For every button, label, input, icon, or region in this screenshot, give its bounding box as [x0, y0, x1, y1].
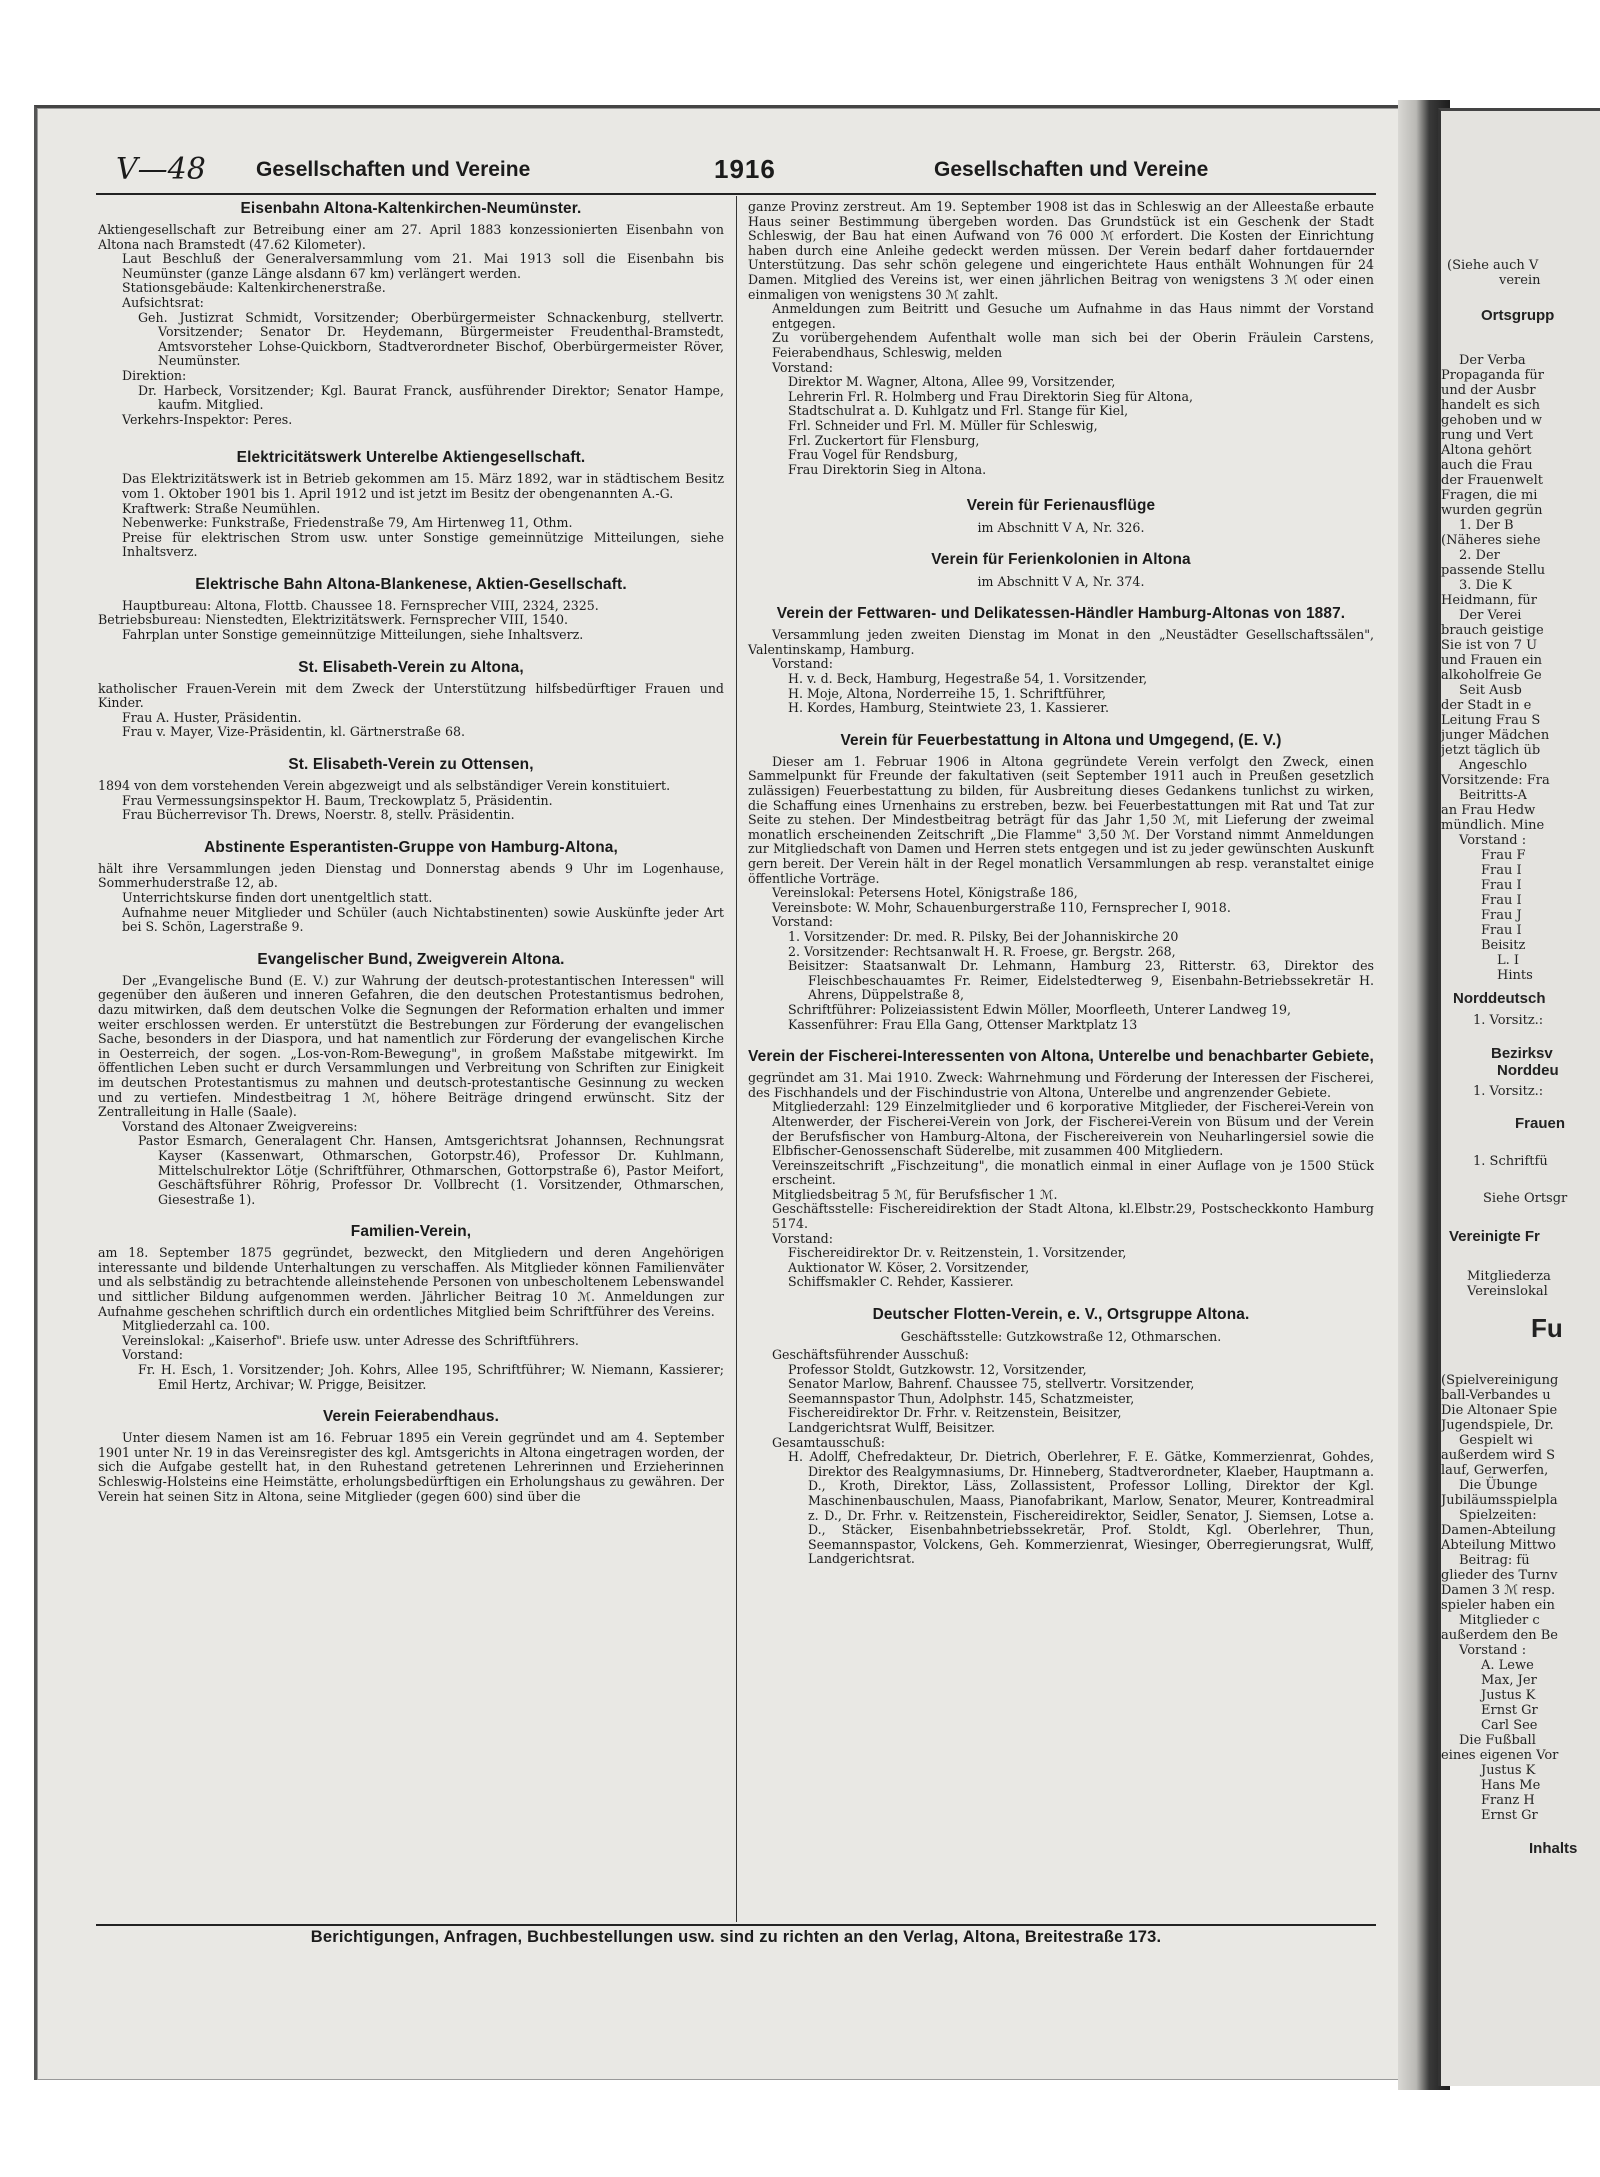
entry-fischerei-interessenten — [748, 1048, 1374, 1290]
fragment: brauch geistige — [1441, 623, 1544, 638]
fragment: Beitrag: fü — [1459, 1553, 1530, 1568]
fragment: 3. Die K — [1459, 578, 1512, 593]
text-line: H. Kordes, Hamburg, Steintwiete 23, 1. Kassierer. — [788, 700, 1109, 716]
fragment: Frau I — [1481, 893, 1522, 908]
text-line: Kassenführer: Frau Ella Gang, Ottenser Marktplatz 13 — [788, 1016, 1138, 1032]
text-line: Seemannspastor Thun, Adolphstr. 145, Schatzmeister, — [788, 1390, 1135, 1406]
fragment: 2. Der — [1459, 548, 1500, 563]
fragment: junger Mädchen — [1441, 728, 1550, 743]
entry-heading: Verein für Ferienkolonien in Altona — [931, 551, 1191, 569]
text-line: Schriftführer: Polizeiassistent Edwin Möller, Moorfleeth, Unterer Landweg 19, — [788, 1001, 1291, 1017]
text-line: Pastor Esmarch, Generalagent Chr. Hansen, Amtsgerichtsrat Johannsen, Rechnungsrat Kayser (Kassenwart, Othmarschen, Gotorpstr.46), Professor Dr. Kuhlmann, Mittelschulrektor Lötje (Schriftführer, Othmarschen, Gottorpstraße 6), Pastor Meifort, Geschäftsführer Röhrig, Professor Dr. Vollbrecht (1. Vorsitzender, Othmarschen, Giesestraße 1). — [138, 1133, 724, 1207]
text-line: H. v. d. Beck, Hamburg, Hegestraße 54, 1. Vorsitzender, — [788, 671, 1148, 687]
fragment-heading: Ortsgrupp — [1481, 307, 1555, 324]
fragment: Mitgliederza — [1467, 1269, 1551, 1284]
text-line: Mitgliederzahl ca. 100. — [122, 1318, 270, 1334]
fragment: rung und Vert — [1441, 428, 1533, 443]
text-line: Geschäftsstelle: Fischereidirektion der Stadt Altona, kl.Elbstr.29, Postscheckkonto Hamburg 5174. — [772, 1201, 1374, 1232]
fragment: Propaganda für — [1441, 368, 1544, 383]
fragment: Damen-Abteilung — [1441, 1523, 1556, 1538]
fragment: Vereinslokal — [1467, 1284, 1548, 1299]
fragment: (Näheres siehe — [1441, 533, 1541, 548]
fragment: Justus K — [1481, 1688, 1536, 1703]
text-line: 1894 von dem vorstehenden Verein abgezweigt und als selbständiger Verein konstituiert. — [98, 778, 671, 794]
next-page-edge — [1438, 108, 1600, 2086]
fragment: Jubiläumsspielpla — [1441, 1493, 1558, 1508]
entry-flotten-verein — [748, 1306, 1374, 1567]
text-line: Senator Marlow, Bahrenf. Chaussee 75, stellvertr. Vorsitzender, — [788, 1376, 1195, 1392]
text-line: Professor Stoldt, Gutzkowstr. 12, Vorsitzender, — [788, 1361, 1087, 1377]
text-line: Frau v. Mayer, Vize-Präsidentin, kl. Gärtnerstraße 68. — [122, 724, 466, 740]
text-line: Vereinsbote: W. Mohr, Schauenburgerstraße 110, Fernsprecher I, 9018. — [772, 899, 1231, 915]
text-line: Vorstand: — [772, 359, 833, 375]
text-line: Lehrerin Frl. R. Holmberg und Frau Direktorin Sieg für Altona, — [788, 388, 1194, 404]
text-line: Nebenwerke: Funkstraße, Friedenstraße 79, Am Hirtenweg 11, Othm. — [122, 515, 573, 531]
entry-st-elisabeth-ottensen — [98, 756, 724, 823]
fragment: 1. Der B — [1459, 518, 1514, 533]
fragment: eines eigenen Vor — [1441, 1748, 1559, 1763]
entry-eisenbahn — [98, 200, 724, 427]
text-line: gegründet am 31. Mai 1910. Zweck: Wahrnehmung und Förderung der Interessen der Fischerei, des Fischhandels und der Fischindustrie von Altona, Unterelbe und angrenzender Gebiete. — [748, 1070, 1374, 1100]
entry-esperantisten — [98, 839, 724, 935]
text-line: Beisitzer: Staatsanwalt Dr. Lehmann, Hamburg 23, Ritterstr. 63, Direktor des Fleischbeschauamtes Fr. Reimer, Eidelstedterweg 9, Eisenbahn-Betriebssekretär H. Ahrens, Düppelstraße 8, — [788, 958, 1374, 1003]
fragment: mündlich. Mine — [1441, 818, 1545, 833]
fragment: Max, Jer — [1481, 1673, 1537, 1688]
text-line: Fischereidirektor Dr. Frhr. v. Reitzenstein, Beisitzer, — [788, 1405, 1122, 1421]
fragment: Beisitz — [1481, 938, 1526, 953]
text-line: Frau A. Huster, Präsidentin. — [122, 709, 302, 725]
fragment: 1. Schriftfü — [1473, 1154, 1548, 1169]
text-line: katholischer Frauen-Verein mit dem Zweck der Unterstützung hilfsbedürftiger Frauen und Kinder. — [98, 680, 724, 711]
entry-elektrische-bahn — [98, 576, 724, 643]
fragment-heading: Norddeutsch — [1453, 990, 1546, 1007]
text-line: Geschäftsführender Ausschuß: — [772, 1347, 969, 1363]
fragment: Siehe Ortsgr — [1483, 1191, 1568, 1206]
text-line: Geschäftsstelle: Gutzkowstraße 12, Othmarschen. — [900, 1329, 1222, 1345]
fragment: Spielzeiten: — [1459, 1508, 1537, 1523]
text-line: hält ihre Versammlungen jeden Dienstag und Donnerstag abends 9 Uhr im Logenhause, Sommerhuderstraße 12, ab. — [98, 860, 724, 891]
fragment: Gespielt wi — [1459, 1433, 1533, 1448]
entry-familien-verein — [98, 1223, 724, 1392]
fragment: Hans Me — [1481, 1778, 1541, 1793]
text-line: Vorstand: — [772, 656, 833, 672]
fragment: Der Verei — [1459, 608, 1522, 623]
fragment: alkoholfreie Ge — [1441, 668, 1542, 683]
fragment: glieder des Turnv — [1441, 1568, 1558, 1583]
text-line: Der „Evangelische Bund (E. V.) zur Wahrung der deutsch-protestantischen Interessen" will gegenüber den äußeren und inneren Gefahren, die den deutschen Protestantismus bedrohen, dazu mitwirken, daß dem deutschen Volke die Segnungen der Reformation erhalten und immer weiter erschlossen werden. Er unterstützt die Bestrebungen zur Förderung der evangelischen Sache, besonders in der Diaspora, und hat namentlich zur Förderung der evangelischen Kirche in Oesterreich, der sogen. „Los-von-Rom-Bewegung", in großem Maßstabe mitgewirkt. Im öffentlichen Leben sucht er durch Versammlungen und Verbreitung von Schriften zur Einigkeit im deutschen Protestantismus zu mahnen und deutsch-protestantische Gesinnung zu wecken und zu vertiefen. Mindestbeitrag 1 ℳ, höhere Beiträge dringend erwünscht. Sitz der Zentralleitung in Halle (Saale). — [98, 972, 724, 1120]
text-line: Dieser am 1. Februar 1906 in Altona gegründete Verein verfolgt den Zweck, einen Sammelpunkt für Freunde der fakultativen (seit September 1911 auch in Preußen gesetzlich zulässigen) Feuerbestattung zu bilden, für Ausbreitung dieses Gedankens tunlichst zu wirken, die Schaffung eines Urnenhains zu erstreben, bezw. bei Feuerbestattungen mit Rat und Tat zur Seite zu stehen. Der Mindestbeitrag beträgt für das Jahr 1,50 ℳ, mit Lieferung der zweimal monatlich erscheinenden Zeitschrift „Die Flamme" 3,50 ℳ. Der Vorstand nimmt Anmeldungen zur Mitgliedschaft von Damen und Herren stets entgegen und ist zu jeder gewünschten Auskunft gern bereit. Der Verein hält in der Regel monatlich Versammlungen ab resp. veranstaltet einige öffentliche Vorträge. — [748, 753, 1374, 886]
fragment: Seit Ausb — [1459, 683, 1522, 698]
fragment: Die Fußball — [1459, 1733, 1536, 1748]
entry-feierabendhaus-continued — [748, 200, 1374, 477]
text-line: Frau Bücherrevisor Th. Drews, Noerstr. 8, stellv. Präsidentin. — [122, 807, 515, 823]
page-header — [116, 150, 1236, 190]
page-year: 1916 — [714, 154, 776, 184]
fragment: 1. Vorsitz.: — [1473, 1084, 1544, 1099]
publisher-notice: Berichtigungen, Anfragen, Buchbestellungen usw. sind zu richten an den Verlag, Altona, Breitestraße 173. — [310, 1928, 1162, 1946]
left-column — [98, 200, 724, 1520]
entry-st-elisabeth-altona — [98, 659, 724, 740]
entry-feierabendhaus — [98, 1408, 724, 1504]
text-line: Geh. Justizrat Schmidt, Vorsitzender; Oberbürgermeister Schnackenburg, stellvertr. Vorsitzender; Senator Dr. Heydemann, Bürgermeister Freudenthal-Bramstedt, Amtsvorsteher Lohse-Quickborn, Stadtverordneter Bischof, Oberbürgermeister Röver, Neumünster. — [138, 309, 724, 369]
text-line: Anmeldungen zum Beitritt und Gesuche um Aufnahme in das Haus nimmt der Vorstand entgegen. — [772, 301, 1374, 331]
text-line: Vorstand des Altonaer Zweigvereins: — [122, 1118, 358, 1134]
text-line: Fahrplan unter Sonstige gemeinnützige Mitteilungen, siehe Inhaltsverz. — [122, 627, 584, 643]
page-number: V—48 — [116, 152, 206, 187]
fragment: der Frauenwelt — [1441, 473, 1543, 488]
entry-heading: Eisenbahn Altona-Kaltenkirchen-Neumünster. — [240, 200, 582, 217]
fragment: Die Altonaer Spie — [1441, 1403, 1558, 1418]
fragment: Frau F — [1481, 848, 1526, 863]
fragment-heading: Bezirksv — [1491, 1045, 1553, 1062]
text-line: Direktor M. Wagner, Altona, Allee 99, Vorsitzender, — [788, 374, 1116, 390]
text-line: Gesamtausschuß: — [772, 1434, 885, 1450]
fragment: Ernst Gr — [1481, 1808, 1538, 1823]
text-line: Fischereidirektor Dr. v. Reitzenstein, 1. Vorsitzender, — [788, 1245, 1127, 1261]
fragment: Fragen, die mi — [1441, 488, 1538, 503]
fragment: spieler haben ein — [1441, 1598, 1555, 1613]
fragment: Leitung Frau S — [1441, 713, 1541, 728]
entry-heading: Verein Feierabendhaus. — [322, 1408, 500, 1426]
fragment-heading: Inhalts — [1529, 1840, 1578, 1857]
fragment: lauf, Gerwerfen, — [1441, 1463, 1549, 1478]
entry-ferienkolonien — [748, 551, 1374, 589]
fragment: und der Ausbr — [1441, 383, 1536, 398]
fragment: auch die Frau — [1441, 458, 1533, 473]
entry-heading: Verein der Fettwaren- und Delikatessen-Händler Hamburg-Altonas von 1887. — [776, 605, 1346, 623]
text-line: am 18. September 1875 gegründet, bezweckt, den Mitgliedern und deren Angehörigen interessante und bildende Unterhaltungen zu verschaffen. Als Mitglieder können Familienväter und als selbständig zu betrachtende alleinstehende Personen von unbescholtenem Lebenswandel und sittlicher Bildung aufgenommen werden. Jährlicher Beitrag 10 ℳ. Anmeldungen zur Aufnahme geschehen schriftlich durch ein ordentliches Mitglied beim Schriftführer des Vereins. — [98, 1245, 724, 1319]
text-line: 2. Vorsitzender: Rechtsanwalt H. R. Froese, gr. Bergstr. 268, — [788, 943, 1176, 959]
fragment-heading: Frauen — [1515, 1115, 1566, 1132]
text-line: Direktion: — [122, 367, 187, 383]
fragment: jetzt täglich üb — [1441, 743, 1541, 758]
text-line: H. Moje, Altona, Norderreihe 15, 1. Schriftführer, — [788, 685, 1107, 701]
entry-heading: Familien-Verein, — [350, 1223, 472, 1241]
text-line: Vorstand: — [772, 1230, 833, 1246]
text-line: Stationsgebäude: Kaltenkirchenerstraße. — [122, 280, 386, 296]
header-rule — [96, 193, 1376, 195]
fragment: handelt es sich — [1441, 398, 1541, 413]
fragment-heading: Norddeu — [1497, 1062, 1559, 1079]
running-title-right: Gesellschaften und Vereine — [934, 158, 1209, 181]
text-line: Hauptbureau: Altona, Flottb. Chaussee 18. Fernsprecher VIII, 2324, 2325. — [122, 597, 599, 613]
fragment: Frau I — [1481, 863, 1522, 878]
entry-heading: St. Elisabeth-Verein zu Ottensen, — [288, 756, 534, 774]
text-line: Preise für elektrischen Strom usw. unter Sonstige gemeinnützige Mitteilungen, siehe Inhaltsverz. — [122, 529, 724, 560]
fragment: Hints — [1497, 968, 1533, 983]
fragment: außerdem wird S — [1441, 1448, 1556, 1463]
fragment: verein — [1499, 273, 1541, 288]
entry-feuerbestattung — [748, 732, 1374, 1032]
entry-heading: St. Elisabeth-Verein zu Altona, — [298, 658, 524, 676]
entry-heading: Elektrische Bahn Altona-Blankenese, Aktien-Gesellschaft. — [195, 575, 627, 593]
text-line: Auktionator W. Köser, 2. Vorsitzender, — [788, 1259, 1030, 1275]
text-line: Frl. Schneider und Frl. M. Müller für Schleswig, — [788, 417, 1098, 433]
fragment: Vorsitzende: Fra — [1441, 773, 1550, 788]
fragment: (Siehe auch V — [1447, 258, 1539, 273]
fragment: Heidmann, für — [1441, 593, 1537, 608]
text-line: Unterrichtskurse finden dort unentgeltlich statt. — [122, 890, 433, 905]
text-line: Unter diesem Namen ist am 16. Februar 1895 ein Verein gegründet und am 4. September 1901 unter Nr. 19 in das Vereinsregister des kgl. Amtsgerichts in Altona eingetragen worden, der sich die Aufgabe gestellt hat, in den Ruhestand getretenen Lehrerinnen und Erzieherinnen Schleswig-Holsteins eine Heimstätte, erholungsbedürftigen ein Erholungshaus zu gewähren. Der Verein hat seinen Sitz in Altona, seine Mitglieder (gegen 600) sind über die — [98, 1430, 724, 1504]
fragment: Frau I — [1481, 878, 1522, 893]
fragment: (Spielvereinigung — [1441, 1373, 1559, 1388]
text-line: Aufsichtsrat: — [122, 294, 204, 310]
entry-elektricitaetswerk — [98, 449, 724, 560]
text-line: Dr. Harbeck, Vorsitzender; Kgl. Baurat Franck, ausführender Direktor; Senator Hampe, kaufm. Mitglied. — [138, 382, 724, 413]
fragment: Sie ist von 7 U — [1441, 638, 1538, 653]
fragment: Ernst Gr — [1481, 1703, 1538, 1718]
footer-rule — [96, 1924, 1376, 1926]
fragment: Frau I — [1481, 923, 1522, 938]
text-line: H. Adolff, Chefredakteur, Dr. Dietrich, Oberlehrer, F. E. Gätke, Kommerzienrat, Gohdes, Direktor des Realgymnasiums, Dr. Hinneberg, Stadtverordneter, Klaeber, Hauptmann a. D., Kroth, Direktor, Läss, Zollassistent, Professor Lolling, Direktor der Kgl. Maschinenbauschulen, Maass, Pianofabrikant, Marlow, Senator, Meurer, Kontreadmiral z. D., Dr. Frhr. v. Reitzenstein, Fischereidirektor, Seidler, Senator, J. Siemsen, Lotse a. D., Stäcker, Eisenbahnbetriebssekretär, Prof. Stoldt, Kgl. Oberlehrer, Thun, Seemannspastor, Volckens, Geh. Kommerzienrat, Wiesinger, Oberregierungsrat, Wulff, Landgerichtsrat. — [788, 1449, 1374, 1567]
fragment: der Stadt in e — [1441, 698, 1532, 713]
text-line: Betriebsbureau: Nienstedten, Elektrizitätswerk. Fernsprecher VIII, 1540. — [98, 612, 568, 628]
text-line: Mitgliedsbeitrag 5 ℳ, für Berufsfischer 1 ℳ. — [772, 1186, 1058, 1202]
entry-fettwaren-haendler — [748, 605, 1374, 716]
fragment: passende Stellu — [1441, 563, 1546, 578]
entry-evangelischer-bund — [98, 951, 724, 1208]
text-line: Frau Vogel für Rendsburg, — [788, 447, 959, 463]
fragment: Angeschlo — [1459, 758, 1528, 773]
fragment: Vorstand : — [1459, 1643, 1527, 1658]
fragment: an Frau Hedw — [1441, 803, 1536, 818]
fragment: A. Lewe — [1481, 1658, 1534, 1673]
entry-heading: Verein der Fischerei-Interessenten von Altona, Unterelbe und benachbarter Gebiete, — [748, 1048, 1374, 1066]
text-line: Verkehrs-Inspektor: Peres. — [122, 411, 293, 427]
fragment: Carl See — [1481, 1718, 1538, 1733]
fragment: Vorstand : — [1459, 833, 1527, 848]
fragment: ball-Verbandes u — [1441, 1388, 1551, 1403]
fragment: gehoben und w — [1441, 413, 1543, 428]
entry-ferienausfluege — [748, 497, 1374, 535]
text-line: Fr. H. Esch, 1. Vorsitzender; Joh. Kohrs, Allee 195, Schriftführer; W. Niemann, Kassierer; Emil Hertz, Archivar; W. Prigge, Beisitzer. — [138, 1362, 724, 1392]
text-line: Mitgliederzahl: 129 Einzelmitglieder und 6 korporative Mitglieder, der Fischerei-Verein von Altenwerder, der Fischerei-Verein von Jork, der Fischerei-Verein von Büsum und der Verein der Berufsfischer von Hamburg-Altona, der Fischereiverein von Neuharlingersiel sowie die Elbfischer-Genossenschaft Süderelbe, mit zusammen 400 Mitgliedern. — [772, 1099, 1374, 1159]
text-line: Laut Beschluß der Generalversammlung vom 21. Mai 1913 soll die Eisenbahn bis Neumünster (ganze Länge alsdann 67 km) verlängert werden. — [122, 251, 724, 281]
text-line: Aufnahme neuer Mitglieder und Schüler (auch Nichtabstinenten) sowie Auskünfte jeder Art bei S. Schön, Lagerstraße 9. — [122, 904, 724, 935]
text-line: im Abschnitt V A, Nr. 374. — [977, 574, 1145, 590]
text-line: Kraftwerk: Straße Neumühlen. — [122, 500, 321, 516]
text-line: Vereinszeitschrift „Fischzeitung", die monatlich einmal in einer Auflage von je 1500 Stück erscheint. — [772, 1157, 1374, 1188]
fragment: außerdem den Be — [1441, 1628, 1558, 1643]
fragment: Franz H — [1481, 1793, 1535, 1808]
text-line: Schiffsmakler C. Rehder, Kassierer. — [788, 1274, 1014, 1290]
right-column — [748, 200, 1374, 1583]
text-line: ganze Provinz zerstreut. Am 19. September 1908 ist das in Schleswig an der Alleestaße erbaute Haus seiner Bestimmung übergeben worden. Das Grundstück ist ein Geschenk der Stadt Schleswig, der Bau hat einen Aufwand von 76 000 ℳ erfordert. Die Kosten der Einrichtung haben durch eine Anleihe gedeckt werden müssen. Der Verein bedarf daher fortdauernder Unterstützung. Das sehr schön gelegene und eingerichtete Haus enthält Wohnungen für 24 Damen. Mitglied des Vereins ist, wer einen jährlichen Beitrag von wenigstens 3 ℳ oder einen einmaligen von wenigstens 30 ℳ zahlt. — [748, 199, 1374, 302]
text-line: Frau Direktorin Sieg in Altona. — [788, 461, 987, 477]
fragment: L. I — [1497, 953, 1520, 968]
text-line: im Abschnitt V A, Nr. 326. — [977, 520, 1145, 536]
text-line: Frau Vermessungsinspektor H. Baum, Treckowplatz 5, Präsidentin. — [122, 792, 553, 808]
running-title-left: Gesellschaften und Vereine — [256, 158, 531, 181]
fragment-title: Fu — [1531, 1313, 1563, 1343]
text-line: Vorstand: — [772, 914, 833, 930]
entry-heading: Elektricitätswerk Unterelbe Aktiengesellschaft. — [236, 449, 586, 467]
fragment-heading: Vereinigte Fr — [1449, 1228, 1540, 1245]
text-line: Frl. Zuckertort für Flensburg, — [788, 432, 980, 448]
text-line: Vorstand: — [122, 1347, 183, 1363]
fragment: Frau J — [1481, 908, 1522, 923]
fragment: Die Übunge — [1459, 1478, 1538, 1493]
text-line: Vereinslokal: „Kaiserhof". Briefe usw. unter Adresse des Schriftführers. — [122, 1332, 579, 1348]
entry-heading: Verein für Feuerbestattung in Altona und Umgegend, (E. V.) — [840, 731, 1282, 749]
fragment: und Frauen ein — [1441, 653, 1542, 668]
fragment: Damen 3 ℳ resp. — [1441, 1583, 1556, 1598]
fragment: Beitritts-A — [1459, 788, 1527, 803]
column-rule — [736, 196, 737, 1922]
entry-heading: Abstinente Esperantisten-Gruppe von Hamburg-Altona, — [204, 838, 618, 856]
fragment: Abteilung Mittwo — [1441, 1538, 1557, 1553]
entry-heading: Evangelischer Bund, Zweigverein Altona. — [257, 950, 565, 968]
text-line: Stadtschulrat a. D. Kuhlgatz und Frl. Stange für Kiel, — [788, 403, 1129, 419]
text-line: Versammlung jeden zweiten Dienstag im Monat in den „Neustädter Gesellschaftssälen", Valentinskamp, Hamburg. — [748, 627, 1374, 657]
text-line: Zu vorübergehendem Aufenthalt wolle man sich bei der Oberin Fräulein Carstens, Feierabendhaus, Schleswig, melden — [772, 330, 1374, 360]
entry-heading: Verein für Ferienausflüge — [966, 497, 1156, 515]
text-line: Das Elektrizitätswerk ist in Betrieb gekommen am 15. März 1892, war in städtischem Besitz vom 1. Oktober 1901 bis 1. April 1912 und ist jetzt im Besitz der obengenannten A.-G. — [122, 471, 724, 501]
text-line: 1. Vorsitzender: Dr. med. R. Pilsky, Bei der Johanniskirche 20 — [788, 928, 1179, 944]
text-line: Landgerichtsrat Wulff, Beisitzer. — [788, 1420, 995, 1435]
fragment: Altona gehört — [1441, 443, 1532, 458]
text-line: Aktiengesellschaft zur Betreibung einer am 27. April 1883 konzessionierten Eisenbahn von Altona nach Bramstedt (47.62 Kilometer). — [98, 222, 724, 252]
fragment: Jugendspiele, Dr. — [1441, 1418, 1554, 1433]
entry-heading: Deutscher Flotten-Verein, e. V., Ortsgruppe Altona. — [872, 1306, 1250, 1324]
fragment: Mitglieder c — [1459, 1613, 1540, 1628]
fragment: 1. Vorsitz.: — [1473, 1013, 1544, 1028]
text-line: Vereinslokal: Petersens Hotel, Königstraße 186, — [772, 885, 1078, 901]
fragment: Der Verba — [1459, 353, 1526, 368]
fragment: wurden gegrün — [1441, 503, 1543, 518]
fragment: Justus K — [1481, 1763, 1536, 1778]
